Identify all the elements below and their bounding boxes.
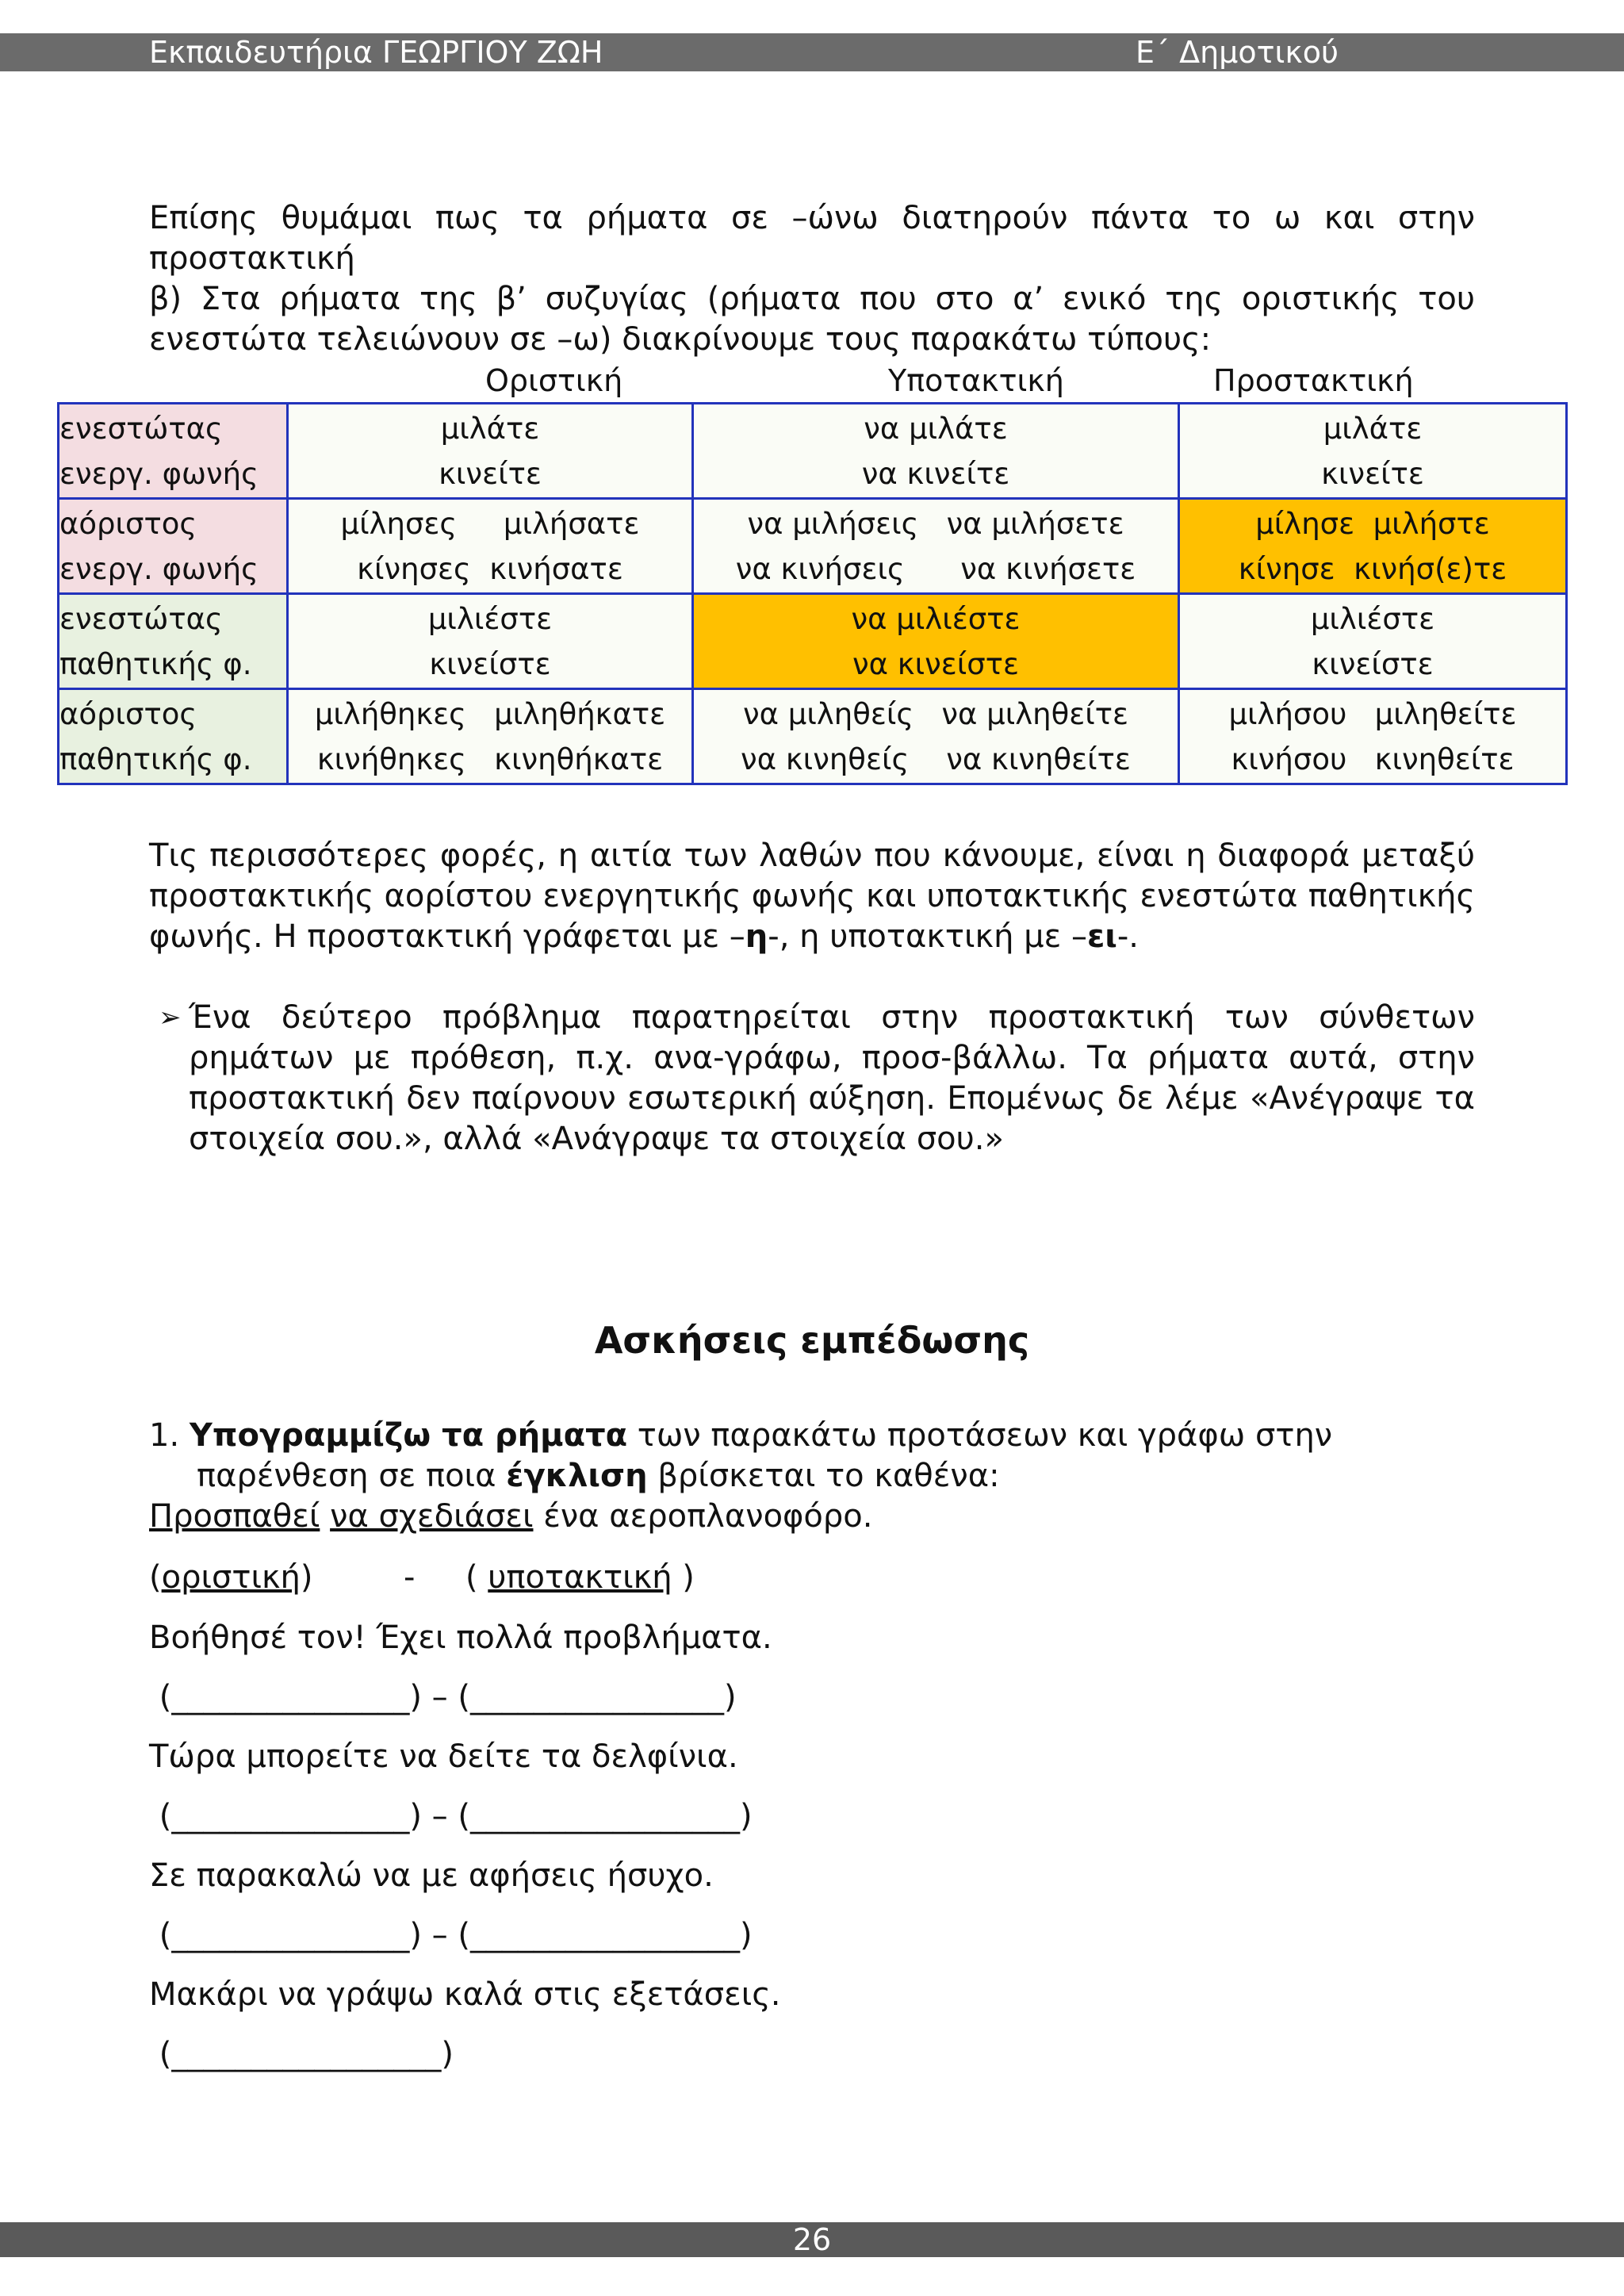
row-head: ενεστώτας ενεργ. φωνής [59, 404, 288, 499]
page-footer [0, 2222, 1624, 2257]
answer-blank-2[interactable]: (_______________) – (_________________) [149, 1798, 753, 1834]
col-head-ypotaktiki: Υποτακτική [888, 363, 1064, 398]
example-sentence: Προσπαθεί να σχεδιάσει ένα αεροπλανοφόρο. [149, 1498, 873, 1535]
exercise-sentence-4: Μακάρι να γράψω καλά στις εξετάσεις. [149, 1976, 781, 2013]
col-head-oristiki: Οριστική [485, 363, 623, 398]
cell-oristiki: μίλησες μιλήσατε κίνησες κινήσατε [288, 499, 693, 594]
cell-oristiki: μιλάτε κινείτε [288, 404, 693, 499]
school-name: Εκπαιδευτήρια ΓΕΩΡΓΙΟΥ ΖΩΗ [149, 35, 603, 70]
arrow-bullet-icon: ➢ [159, 1002, 182, 1033]
cell-oristiki: μιλήθηκες μιληθήκατε κινήθηκες κινηθήκατε [288, 689, 693, 784]
table-row [59, 404, 1567, 499]
table-row [59, 689, 1567, 784]
cell-oristiki: μιλιέστε κινείστε [288, 594, 693, 689]
row-head: αόριστος παθητικής φ. [59, 689, 288, 784]
answer-blank-1[interactable]: (_______________) – (________________) [149, 1679, 737, 1715]
example-verb-1: Προσπαθεί [149, 1498, 320, 1535]
bullet-note [159, 998, 1475, 1159]
page-number: 26 [792, 2222, 832, 2257]
cell-ypotaktiki-highlighted: να μιλιέστε να κινείστε [693, 594, 1179, 689]
exercise-sentence-1: Βοήθησέ τον! Έχει πολλά προβλήματα. [149, 1619, 772, 1656]
cell-ypotaktiki: να μιληθείς να μιληθείτε να κινηθείς να κινηθείτε [693, 689, 1179, 784]
answer-blank-3[interactable]: (_______________) – (_________________) [149, 1917, 753, 1953]
conjugation-table [57, 402, 1568, 785]
row-head: αόριστος ενεργ. φωνής [59, 499, 288, 594]
explanation-paragraph: Τις περισσότερες φορές, η αιτία των λαθών που κάνουμε, είναι η διαφορά μεταξύ προστακτικής αορίστου ενεργητικής φωνής και υποτακτικής ενεστώτα παθητικής φωνής. Η προστακτική γράφεται με –η-, η υποτακτική με –ει-. [149, 838, 1475, 955]
page-header [0, 33, 1624, 71]
col-head-prostaktiki: Προστακτική [1213, 363, 1414, 398]
table-row [59, 594, 1567, 689]
exercise-sentence-2: Τώρα μπορείτε να δείτε τα δελφίνια. [149, 1738, 738, 1775]
cell-prostaktiki: μιλιέστε κινείστε [1179, 594, 1567, 689]
example-verb-2: να σχεδιάσει [330, 1498, 534, 1535]
cell-prostaktiki: μιλήσου μιληθείτε κινήσου κινηθείτε [1179, 689, 1567, 784]
cell-prostaktiki: μιλάτε κινείτε [1179, 404, 1567, 499]
exercise-instruction: 1. Υπογραμμίζω τα ρήματα των παρακάτω προτάσεων και γράφω στην [149, 1417, 1333, 1454]
answer-blank-4[interactable]: (_________________) [149, 2036, 454, 2072]
cell-ypotaktiki: να μιλήσεις να μιλήσετε να κινήσεις να κινήσετε [693, 499, 1179, 594]
exercise-sentence-3: Σε παρακαλώ να με αφήσεις ήσυχο. [149, 1857, 714, 1894]
bullet-text: Ένα δεύτερο πρόβλημα παρατηρείται στην προστακτική των σύνθετων ρημάτων με πρόθεση, π.χ. ανα-γράφω, προσ-βάλλω. Τα ρήματα αυτά, στην προστακτική δεν παίρνουν εσωτερική αύξηση. Επομένως δε λέμε «Ανέγραψε τα στοιχεία σου.», αλλά «Ανάγραψε τα στοιχεία σου.» [189, 999, 1475, 1157]
cell-ypotaktiki: να μιλάτε να κινείτε [693, 404, 1179, 499]
example-answer: (οριστική) - ( υποτακτική ) [149, 1559, 695, 1596]
table-row [59, 499, 1567, 594]
cell-prostaktiki-highlighted: μίλησε μιλήστε κίνησε κινήσ(ε)τε [1179, 499, 1567, 594]
intro-paragraph-1: Επίσης θυμάμαι πως τα ρήματα σε –ώνω διατηρούν πάντα το ω και στην προστακτική [149, 200, 1475, 277]
row-head: ενεστώτας παθητικής φ. [59, 594, 288, 689]
exercise-instruction-cont: παρένθεση σε ποια έγκλιση βρίσκεται το καθένα: [197, 1458, 1000, 1494]
intro-paragraph-2: β) Στα ρήματα της β’ συζυγίας (ρήματα που στο α’ ενικό της οριστικής του ενεστώτα τελειώνουν σε –ω) διακρίνουμε τους παρακάτω τύπους: [149, 281, 1475, 358]
grade-label: Ε΄ Δημοτικού [1136, 35, 1339, 70]
section-title: Ασκήσεις εμπέδωσης [594, 1319, 1030, 1362]
